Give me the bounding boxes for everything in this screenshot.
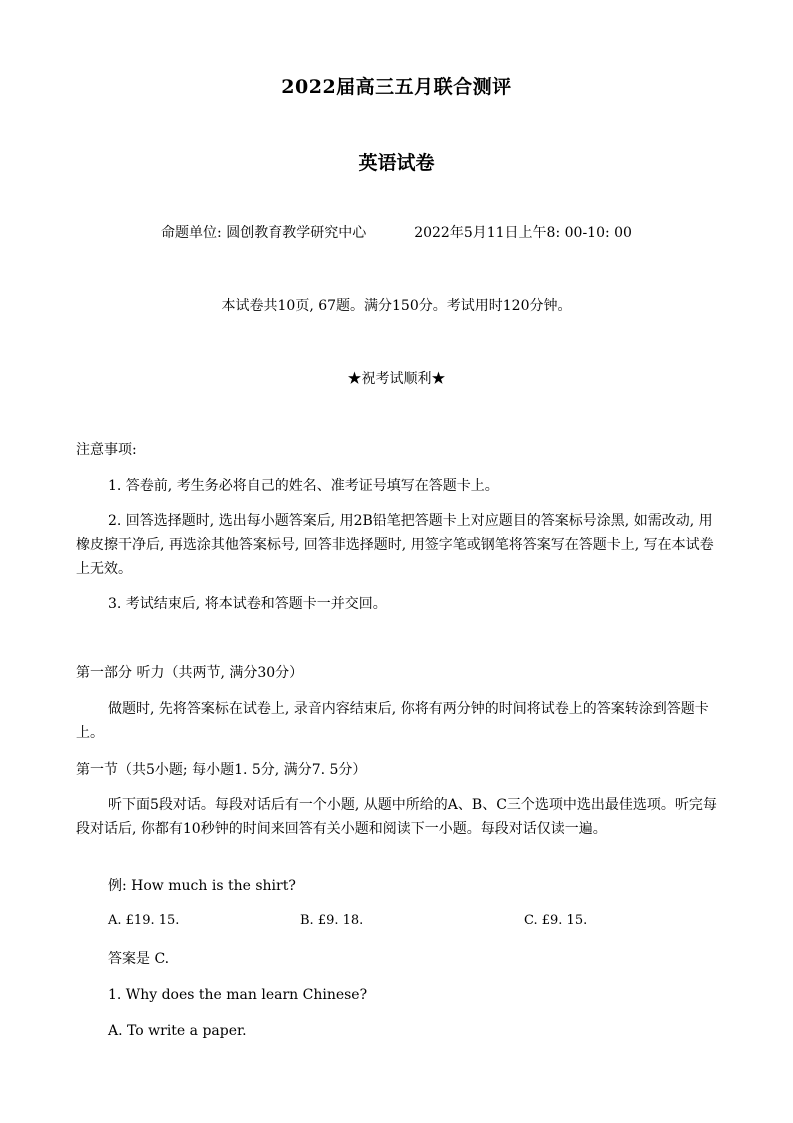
exam-meta (0, 222, 793, 242)
exam-title: 2022届高三五月联合测评 (281, 76, 512, 98)
part1-heading: 第一部分 听力（共两节, 满分30分） (76, 665, 304, 681)
exam-wish: ★祝考试顺利★ (347, 371, 446, 387)
example-option-a: A. £19. 15. (108, 913, 180, 928)
question-1-option-a: A. To write a paper. (108, 1023, 247, 1039)
paper-info: 本试卷共10页, 67题。满分150分。考试用时120分钟。 (221, 298, 572, 314)
example-option-b: B. £9. 18. (300, 913, 364, 928)
part1-instruction: 做题时, 先将答案标在试卷上, 录音内容结束后, 你将有两分钟的时间将试卷上的答案转涂到答题卡上。 (76, 701, 709, 741)
exam-subject: 英语试卷 (358, 152, 435, 174)
example-answer: 答案是 C. (108, 951, 170, 967)
note-item-1: 1. 答卷前, 考生务必将自己的姓名、准考证号填写在答题卡上。 (108, 478, 499, 494)
example-question: 例: How much is the shirt? (108, 878, 296, 894)
note-item-2: 2. 回答选择题时, 选出每小题答案后, 用2B铅笔把答题卡上对应题目的答案标号涂黑, 如需改动, 用橡皮擦干净后, 再选涂其他答案标号, 回答非选择题时, 用签字笔或钢笔将答案写在答题卡上, 写在本试卷上无效。 (76, 513, 714, 577)
question-1: 1. Why does the man learn Chinese? (108, 987, 368, 1003)
notes-heading: 注意事项: (76, 442, 137, 458)
section1-instruction: 听下面5段对话。每段对话后有一个小题, 从题中所给的A、B、C三个选项中选出最佳选项。听完每段对话后, 你都有10秒钟的时间来回答有关小题和阅读下一小题。每段对话仅读一遍。 (76, 797, 717, 837)
note-item-3: 3. 考试结束后, 将本试卷和答题卡一并交回。 (108, 596, 387, 612)
author-unit: 命题单位: 圆创教育教学研究中心 (161, 225, 367, 241)
section1-heading: 第一节（共5小题; 每小题1. 5分, 满分7. 5分） (76, 762, 367, 778)
example-option-c: C. £9. 15. (524, 913, 588, 928)
exam-time: 2022年5月11日上午8: 00-10: 00 (414, 225, 632, 241)
